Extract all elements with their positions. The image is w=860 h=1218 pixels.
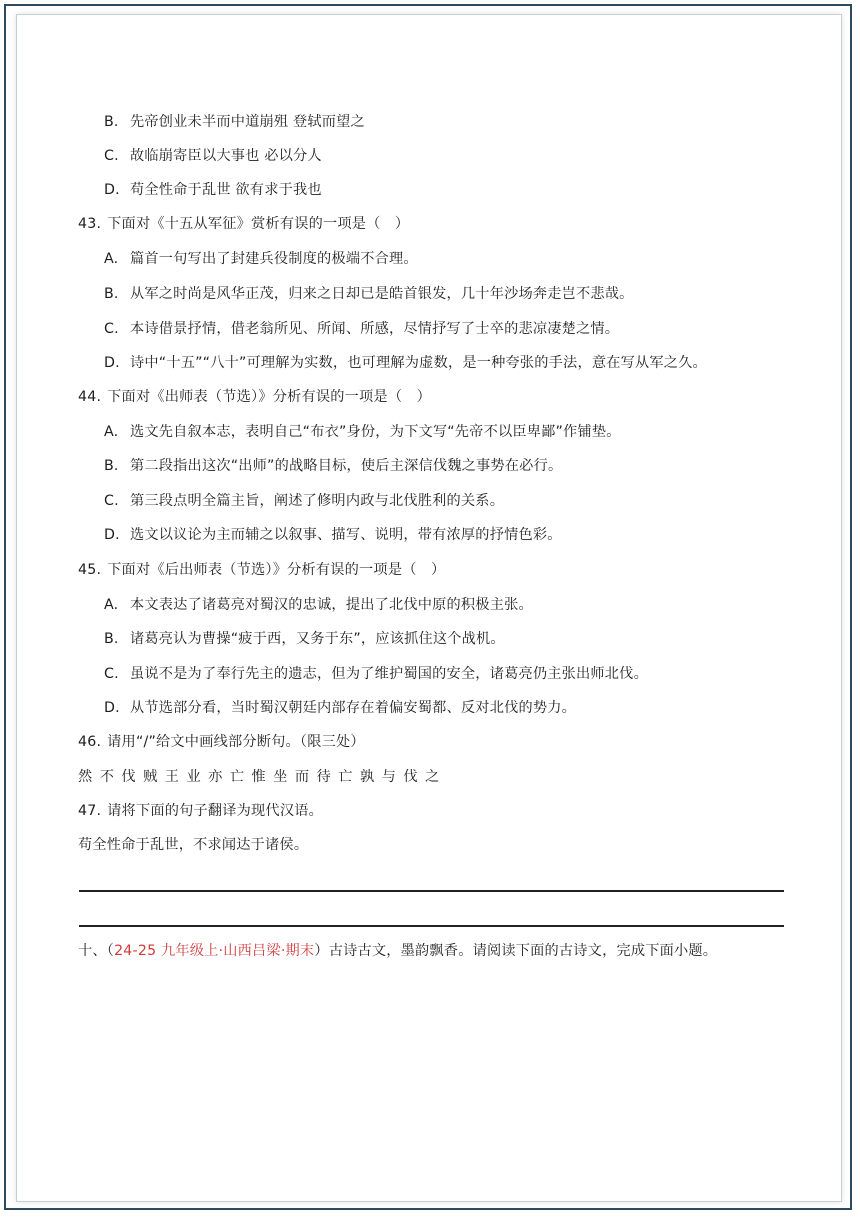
question-text: 下面对《后出师表（节选）》分析有误的一项是（ ） bbox=[107, 562, 446, 578]
option-text: 第三段点明全篇主旨，阐述了修明内政与北伐胜利的关系。 bbox=[130, 493, 505, 509]
q42-option-b bbox=[104, 111, 365, 131]
section-10-heading bbox=[78, 940, 717, 960]
q43-option-d bbox=[104, 352, 707, 372]
q47-sentence: 苟全性命于乱世，不求闻达于诸侯。 bbox=[78, 837, 309, 853]
option-text: 先帝创业未半而中道崩殂 登轼而望之 bbox=[130, 114, 365, 130]
option-label: A. bbox=[104, 597, 119, 613]
option-text: 诗中“十五”“八十”可理解为实数，也可理解为虚数，是一种夸张的手法，意在写从军之久。 bbox=[130, 355, 707, 371]
option-label: C. bbox=[104, 493, 119, 509]
q45-option-d bbox=[104, 697, 576, 717]
question-number: 47. bbox=[78, 803, 102, 819]
question-number: 43. bbox=[78, 216, 102, 232]
option-label: D. bbox=[104, 182, 120, 198]
option-label: A. bbox=[104, 251, 119, 267]
option-label: C. bbox=[104, 666, 119, 682]
option-text: 故临崩寄臣以大事也 必以分人 bbox=[130, 148, 322, 164]
option-label: C. bbox=[104, 148, 119, 164]
q44-option-d bbox=[104, 524, 562, 544]
question-47-stem bbox=[78, 800, 323, 820]
option-text: 本文表达了诸葛亮对蜀汉的忠诚，提出了北伐中原的积极主张。 bbox=[130, 597, 533, 613]
q42-option-d bbox=[104, 179, 322, 199]
option-label: A. bbox=[104, 424, 119, 440]
option-label: D. bbox=[104, 700, 120, 716]
answer-line bbox=[79, 925, 784, 927]
option-label: B. bbox=[104, 114, 119, 130]
q45-option-c bbox=[104, 663, 648, 683]
q42-option-c bbox=[104, 145, 322, 165]
q45-option-b bbox=[104, 628, 505, 648]
section-prefix: 十、（ bbox=[78, 943, 115, 959]
option-text: 从军之时尚是风华正茂，归来之日却已是皓首银发，几十年沙场奔走岂不悲哉。 bbox=[130, 286, 634, 302]
option-label: B. bbox=[104, 631, 119, 647]
option-label: D. bbox=[104, 355, 120, 371]
question-46-stem bbox=[78, 731, 365, 751]
question-text: 下面对《出师表（节选）》分析有误的一项是（ ） bbox=[107, 389, 431, 405]
q43-option-a bbox=[104, 248, 418, 268]
q43-option-c bbox=[104, 318, 619, 338]
q44-option-b bbox=[104, 455, 562, 475]
question-text: 请将下面的句子翻译为现代汉语。 bbox=[107, 803, 323, 819]
option-label: D. bbox=[104, 527, 120, 543]
question-number: 46. bbox=[78, 734, 102, 750]
option-text: 选文以议论为主而辅之以叙事、描写、说明，带有浓厚的抒情色彩。 bbox=[130, 527, 562, 543]
question-44-stem bbox=[78, 386, 431, 406]
option-text: 选文先自叙本志，表明自己“布衣”身份，为下文写“先帝不以臣卑鄙”作铺垫。 bbox=[130, 424, 621, 440]
question-45-stem bbox=[78, 559, 445, 579]
option-label: B. bbox=[104, 458, 119, 474]
q44-option-c bbox=[104, 490, 504, 510]
q45-option-a bbox=[104, 594, 533, 614]
question-number: 45. bbox=[78, 562, 102, 578]
question-43-stem bbox=[78, 213, 409, 233]
q46-classical-sentence: 然不伐贼王业亦亡惟坐而待亡孰与伐之 bbox=[78, 769, 447, 785]
option-label: B. bbox=[104, 286, 119, 302]
option-text: 第二段指出这次“出师”的战略目标，使后主深信伐魏之事势在必行。 bbox=[130, 458, 563, 474]
option-label: C. bbox=[104, 321, 119, 337]
section-instruction: ）古诗古文，墨韵飘香。请阅读下面的古诗文，完成下面小题。 bbox=[314, 943, 718, 959]
answer-line bbox=[79, 890, 784, 892]
question-text: 下面对《十五从军征》赏析有误的一项是（ ） bbox=[107, 216, 410, 232]
question-number: 44. bbox=[78, 389, 102, 405]
q43-option-b bbox=[104, 283, 634, 303]
option-text: 从节选部分看，当时蜀汉朝廷内部存在着偏安蜀都、反对北伐的势力。 bbox=[130, 700, 577, 716]
option-text: 虽说不是为了奉行先主的遗志，但为了维护蜀国的安全，诸葛亮仍主张出师北伐。 bbox=[130, 666, 648, 682]
option-text: 篇首一句写出了封建兵役制度的极端不合理。 bbox=[130, 251, 418, 267]
source-tag: 24-25 九年级上·山西吕梁·期末 bbox=[114, 943, 315, 959]
option-text: 苟全性命于乱世 欲有求于我也 bbox=[130, 182, 322, 198]
q44-option-a bbox=[104, 421, 621, 441]
question-text: 请用“/”给文中画线部分断句。（限三处） bbox=[107, 734, 365, 750]
option-text: 本诗借景抒情，借老翁所见、所闻、所感，尽情抒写了士卒的悲凉凄楚之情。 bbox=[130, 321, 620, 337]
option-text: 诸葛亮认为曹操“疲于西，又务于东”，应该抓住这个战机。 bbox=[130, 631, 505, 647]
